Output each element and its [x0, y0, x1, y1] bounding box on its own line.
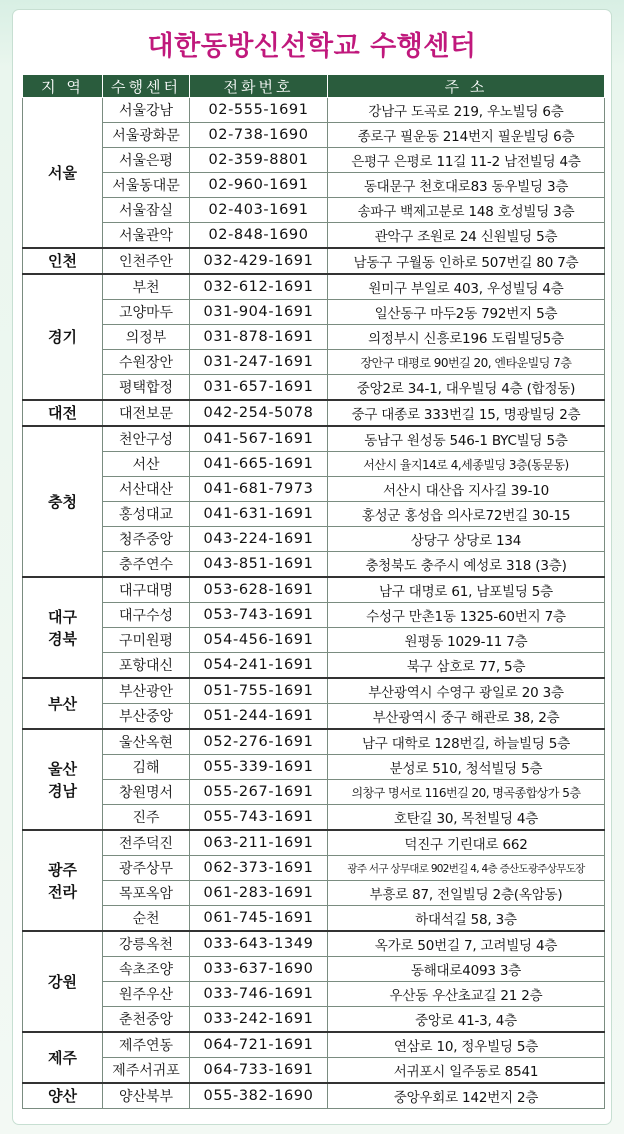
table-row: [23, 755, 605, 780]
header-center: 수행센터: [103, 75, 190, 98]
address-cell: 의정부시 신흥로196 도림빌딩5층: [328, 325, 605, 350]
address-cell: 남구 대학로 128번길, 하늘빌딩 5층: [328, 729, 605, 755]
phone-cell: 043-224-1691: [190, 527, 328, 552]
address-cell: 옥가로 50번길 7, 고려빌딩 4층: [328, 931, 605, 957]
table-row: [23, 527, 605, 552]
address-cell: 남구 대명로 61, 남포빌딩 5층: [328, 577, 605, 603]
phone-cell: 041-665-1691: [190, 452, 328, 477]
table-row: [23, 628, 605, 653]
table-header-row: [23, 75, 605, 98]
center-name-cell: 순천: [103, 906, 190, 932]
region-cell: 대구 경북: [23, 577, 103, 678]
address-cell: 홍성군 홍성읍 의사로72번길 30-15: [328, 502, 605, 527]
center-name-cell: 부산광안: [103, 678, 190, 704]
address-cell: 서산시 율지14로 4,세종빌딩 3층(동문동): [328, 452, 605, 477]
address-cell: 관악구 조원로 24 신원빌딩 5층: [328, 223, 605, 249]
phone-cell: 031-657-1691: [190, 375, 328, 401]
table-row: [23, 426, 605, 452]
table-row: [23, 248, 605, 274]
table-row: [23, 603, 605, 628]
address-cell: 충청북도 충주시 예성로 318 (3층): [328, 552, 605, 578]
phone-cell: 061-745-1691: [190, 906, 328, 932]
phone-cell: 033-637-1690: [190, 957, 328, 982]
region-cell: 서울: [23, 98, 103, 249]
address-cell: 송파구 백제고분로 148 호성빌딩 3층: [328, 198, 605, 223]
table-row: [23, 452, 605, 477]
table-row: [23, 931, 605, 957]
phone-cell: 062-373-1691: [190, 856, 328, 881]
center-name-cell: 제주서귀포: [103, 1058, 190, 1084]
region-cell: 광주 전라: [23, 830, 103, 931]
center-name-cell: 고양마두: [103, 300, 190, 325]
table-row: [23, 704, 605, 730]
center-name-cell: 목포옥암: [103, 881, 190, 906]
table-row: [23, 780, 605, 805]
region-cell: 양산: [23, 1083, 103, 1109]
center-name-cell: 강릉옥천: [103, 931, 190, 957]
phone-cell: 031-904-1691: [190, 300, 328, 325]
phone-cell: 041-681-7973: [190, 477, 328, 502]
center-name-cell: 진주: [103, 805, 190, 831]
address-cell: 강남구 도곡로 219, 우노빌딩 6층: [328, 98, 605, 123]
address-cell: 분성로 510, 청석빌딩 5층: [328, 755, 605, 780]
center-name-cell: 서울강남: [103, 98, 190, 123]
table-row: [23, 198, 605, 223]
table-row: [23, 375, 605, 401]
phone-cell: 055-267-1691: [190, 780, 328, 805]
table-row: [23, 552, 605, 578]
region-cell: 울산 경남: [23, 729, 103, 830]
center-name-cell: 서산: [103, 452, 190, 477]
phone-cell: 033-242-1691: [190, 1007, 328, 1033]
address-cell: 종로구 필운동 214번지 필운빌딩 6층: [328, 123, 605, 148]
phone-cell: 055-743-1691: [190, 805, 328, 831]
center-name-cell: 천안구성: [103, 426, 190, 452]
region-cell: 대전: [23, 400, 103, 426]
phone-cell: 02-848-1690: [190, 223, 328, 249]
center-name-cell: 울산옥현: [103, 729, 190, 755]
phone-cell: 042-254-5078: [190, 400, 328, 426]
region-cell: 인천: [23, 248, 103, 274]
phone-cell: 041-631-1691: [190, 502, 328, 527]
phone-cell: 032-612-1691: [190, 274, 328, 300]
phone-cell: 033-643-1349: [190, 931, 328, 957]
table-row: [23, 957, 605, 982]
region-cell: 경기: [23, 274, 103, 400]
table-row: [23, 830, 605, 856]
phone-cell: 031-247-1691: [190, 350, 328, 375]
table-row: [23, 729, 605, 755]
header-address: 주 소: [328, 75, 605, 98]
phone-cell: 054-456-1691: [190, 628, 328, 653]
address-cell: 중구 대종로 333번길 15, 명광빌딩 2층: [328, 400, 605, 426]
center-name-cell: 청주중앙: [103, 527, 190, 552]
address-cell: 원미구 부일로 403, 우성빌딩 4층: [328, 274, 605, 300]
address-cell: 우산동 우산초교길 21 2층: [328, 982, 605, 1007]
phone-cell: 063-211-1691: [190, 830, 328, 856]
center-name-cell: 수원장안: [103, 350, 190, 375]
table-body: [23, 98, 605, 1109]
address-cell: 수성구 만촌1동 1325-60번지 7층: [328, 603, 605, 628]
table-row: [23, 678, 605, 704]
table-row: [23, 123, 605, 148]
phone-cell: 055-382-1690: [190, 1083, 328, 1109]
phone-cell: 051-755-1691: [190, 678, 328, 704]
center-name-cell: 서울관악: [103, 223, 190, 249]
page-title: 대한동방신선학교 수행센터: [147, 31, 477, 62]
phone-cell: 02-555-1691: [190, 98, 328, 123]
address-cell: 원평동 1029-11 7층: [328, 628, 605, 653]
center-name-cell: 속초조양: [103, 957, 190, 982]
table-row: [23, 274, 605, 300]
table-row: [23, 325, 605, 350]
center-name-cell: 서산대산: [103, 477, 190, 502]
table-row: [23, 653, 605, 679]
phone-cell: 054-241-1691: [190, 653, 328, 679]
region-cell: 충청: [23, 426, 103, 577]
region-cell: 강원: [23, 931, 103, 1032]
center-name-cell: 원주우산: [103, 982, 190, 1007]
table-row: [23, 148, 605, 173]
header-phone: 전화번호: [190, 75, 328, 98]
center-name-cell: 서울동대문: [103, 173, 190, 198]
phone-cell: 064-733-1691: [190, 1058, 328, 1084]
table-row: [23, 98, 605, 123]
address-cell: 부산광역시 중구 해관로 38, 2층: [328, 704, 605, 730]
phone-cell: 031-878-1691: [190, 325, 328, 350]
address-cell: 중앙로 41-3, 4층: [328, 1007, 605, 1033]
center-directory-table: [22, 74, 605, 1109]
table-row: [23, 300, 605, 325]
page-frame: [13, 10, 611, 1124]
center-name-cell: 구미원평: [103, 628, 190, 653]
table-row: [23, 1032, 605, 1058]
phone-cell: 051-244-1691: [190, 704, 328, 730]
center-name-cell: 광주상무: [103, 856, 190, 881]
center-name-cell: 제주연동: [103, 1032, 190, 1058]
phone-cell: 061-283-1691: [190, 881, 328, 906]
address-cell: 중앙우회로 142번지 2층: [328, 1083, 605, 1109]
address-cell: 의창구 명서로 116번길 20, 명곡종합상가 5층: [328, 780, 605, 805]
phone-cell: 055-339-1691: [190, 755, 328, 780]
table-row: [23, 477, 605, 502]
center-name-cell: 대구수성: [103, 603, 190, 628]
center-name-cell: 김해: [103, 755, 190, 780]
center-name-cell: 평택합정: [103, 375, 190, 401]
center-name-cell: 의정부: [103, 325, 190, 350]
table-row: [23, 1058, 605, 1084]
address-cell: 남동구 구월동 인하로 507번길 80 7층: [328, 248, 605, 274]
phone-cell: 064-721-1691: [190, 1032, 328, 1058]
phone-cell: 043-851-1691: [190, 552, 328, 578]
phone-cell: 052-276-1691: [190, 729, 328, 755]
phone-cell: 033-746-1691: [190, 982, 328, 1007]
region-cell: 제주: [23, 1032, 103, 1083]
center-name-cell: 춘천중앙: [103, 1007, 190, 1033]
phone-cell: 02-738-1690: [190, 123, 328, 148]
table-row: [23, 350, 605, 375]
center-name-cell: 부천: [103, 274, 190, 300]
table-row: [23, 173, 605, 198]
phone-cell: 02-960-1691: [190, 173, 328, 198]
address-cell: 부산광역시 수영구 광일로 20 3층: [328, 678, 605, 704]
center-name-cell: 양산북부: [103, 1083, 190, 1109]
address-cell: 동해대로4093 3층: [328, 957, 605, 982]
address-cell: 장안구 대평로 90번길 20, 엔타운빌딩 7층: [328, 350, 605, 375]
table-row: [23, 577, 605, 603]
table-row: [23, 982, 605, 1007]
phone-cell: 053-743-1691: [190, 603, 328, 628]
address-cell: 연삼로 10, 정우빌딩 5층: [328, 1032, 605, 1058]
phone-cell: 02-359-8801: [190, 148, 328, 173]
address-cell: 북구 삼호로 77, 5층: [328, 653, 605, 679]
address-cell: 덕진구 기린대로 662: [328, 830, 605, 856]
table-row: [23, 400, 605, 426]
address-cell: 동대문구 천호대로83 동우빌딩 3층: [328, 173, 605, 198]
table-row: [23, 223, 605, 249]
table-row: [23, 1083, 605, 1109]
center-name-cell: 서울광화문: [103, 123, 190, 148]
address-cell: 서산시 대산읍 지사길 39-10: [328, 477, 605, 502]
center-name-cell: 포항대신: [103, 653, 190, 679]
header-region: 지 역: [23, 75, 103, 98]
center-name-cell: 창원명서: [103, 780, 190, 805]
address-cell: 중앙2로 34-1, 대우빌딩 4층 (합정동): [328, 375, 605, 401]
address-cell: 은평구 은평로 11길 11-2 남전빌딩 4층: [328, 148, 605, 173]
center-name-cell: 서울은평: [103, 148, 190, 173]
table-row: [23, 805, 605, 831]
center-name-cell: 대구대명: [103, 577, 190, 603]
center-name-cell: 대전보문: [103, 400, 190, 426]
region-cell: 부산: [23, 678, 103, 729]
address-cell: 일산동구 마두2동 792번지 5층: [328, 300, 605, 325]
phone-cell: 032-429-1691: [190, 248, 328, 274]
center-name-cell: 홍성대교: [103, 502, 190, 527]
phone-cell: 053-628-1691: [190, 577, 328, 603]
table-row: [23, 502, 605, 527]
center-name-cell: 충주연수: [103, 552, 190, 578]
address-cell: 광주 서구 상무대로 902번길 4, 4층 증산도광주상무도장: [328, 856, 605, 881]
center-name-cell: 인천주안: [103, 248, 190, 274]
phone-cell: 041-567-1691: [190, 426, 328, 452]
phone-cell: 02-403-1691: [190, 198, 328, 223]
address-cell: 하대석길 58, 3층: [328, 906, 605, 932]
table-row: [23, 881, 605, 906]
center-name-cell: 전주덕진: [103, 830, 190, 856]
address-cell: 호탄길 30, 목천빌딩 4층: [328, 805, 605, 831]
center-name-cell: 부산중앙: [103, 704, 190, 730]
address-cell: 상당구 상당로 134: [328, 527, 605, 552]
table-row: [23, 856, 605, 881]
center-name-cell: 서울잠실: [103, 198, 190, 223]
address-cell: 부흥로 87, 전일빌딩 2층(옥암동): [328, 881, 605, 906]
address-cell: 동남구 원성동 546-1 BYC빌딩 5층: [328, 426, 605, 452]
address-cell: 서귀포시 일주동로 8541: [328, 1058, 605, 1084]
table-row: [23, 906, 605, 932]
table-row: [23, 1007, 605, 1033]
